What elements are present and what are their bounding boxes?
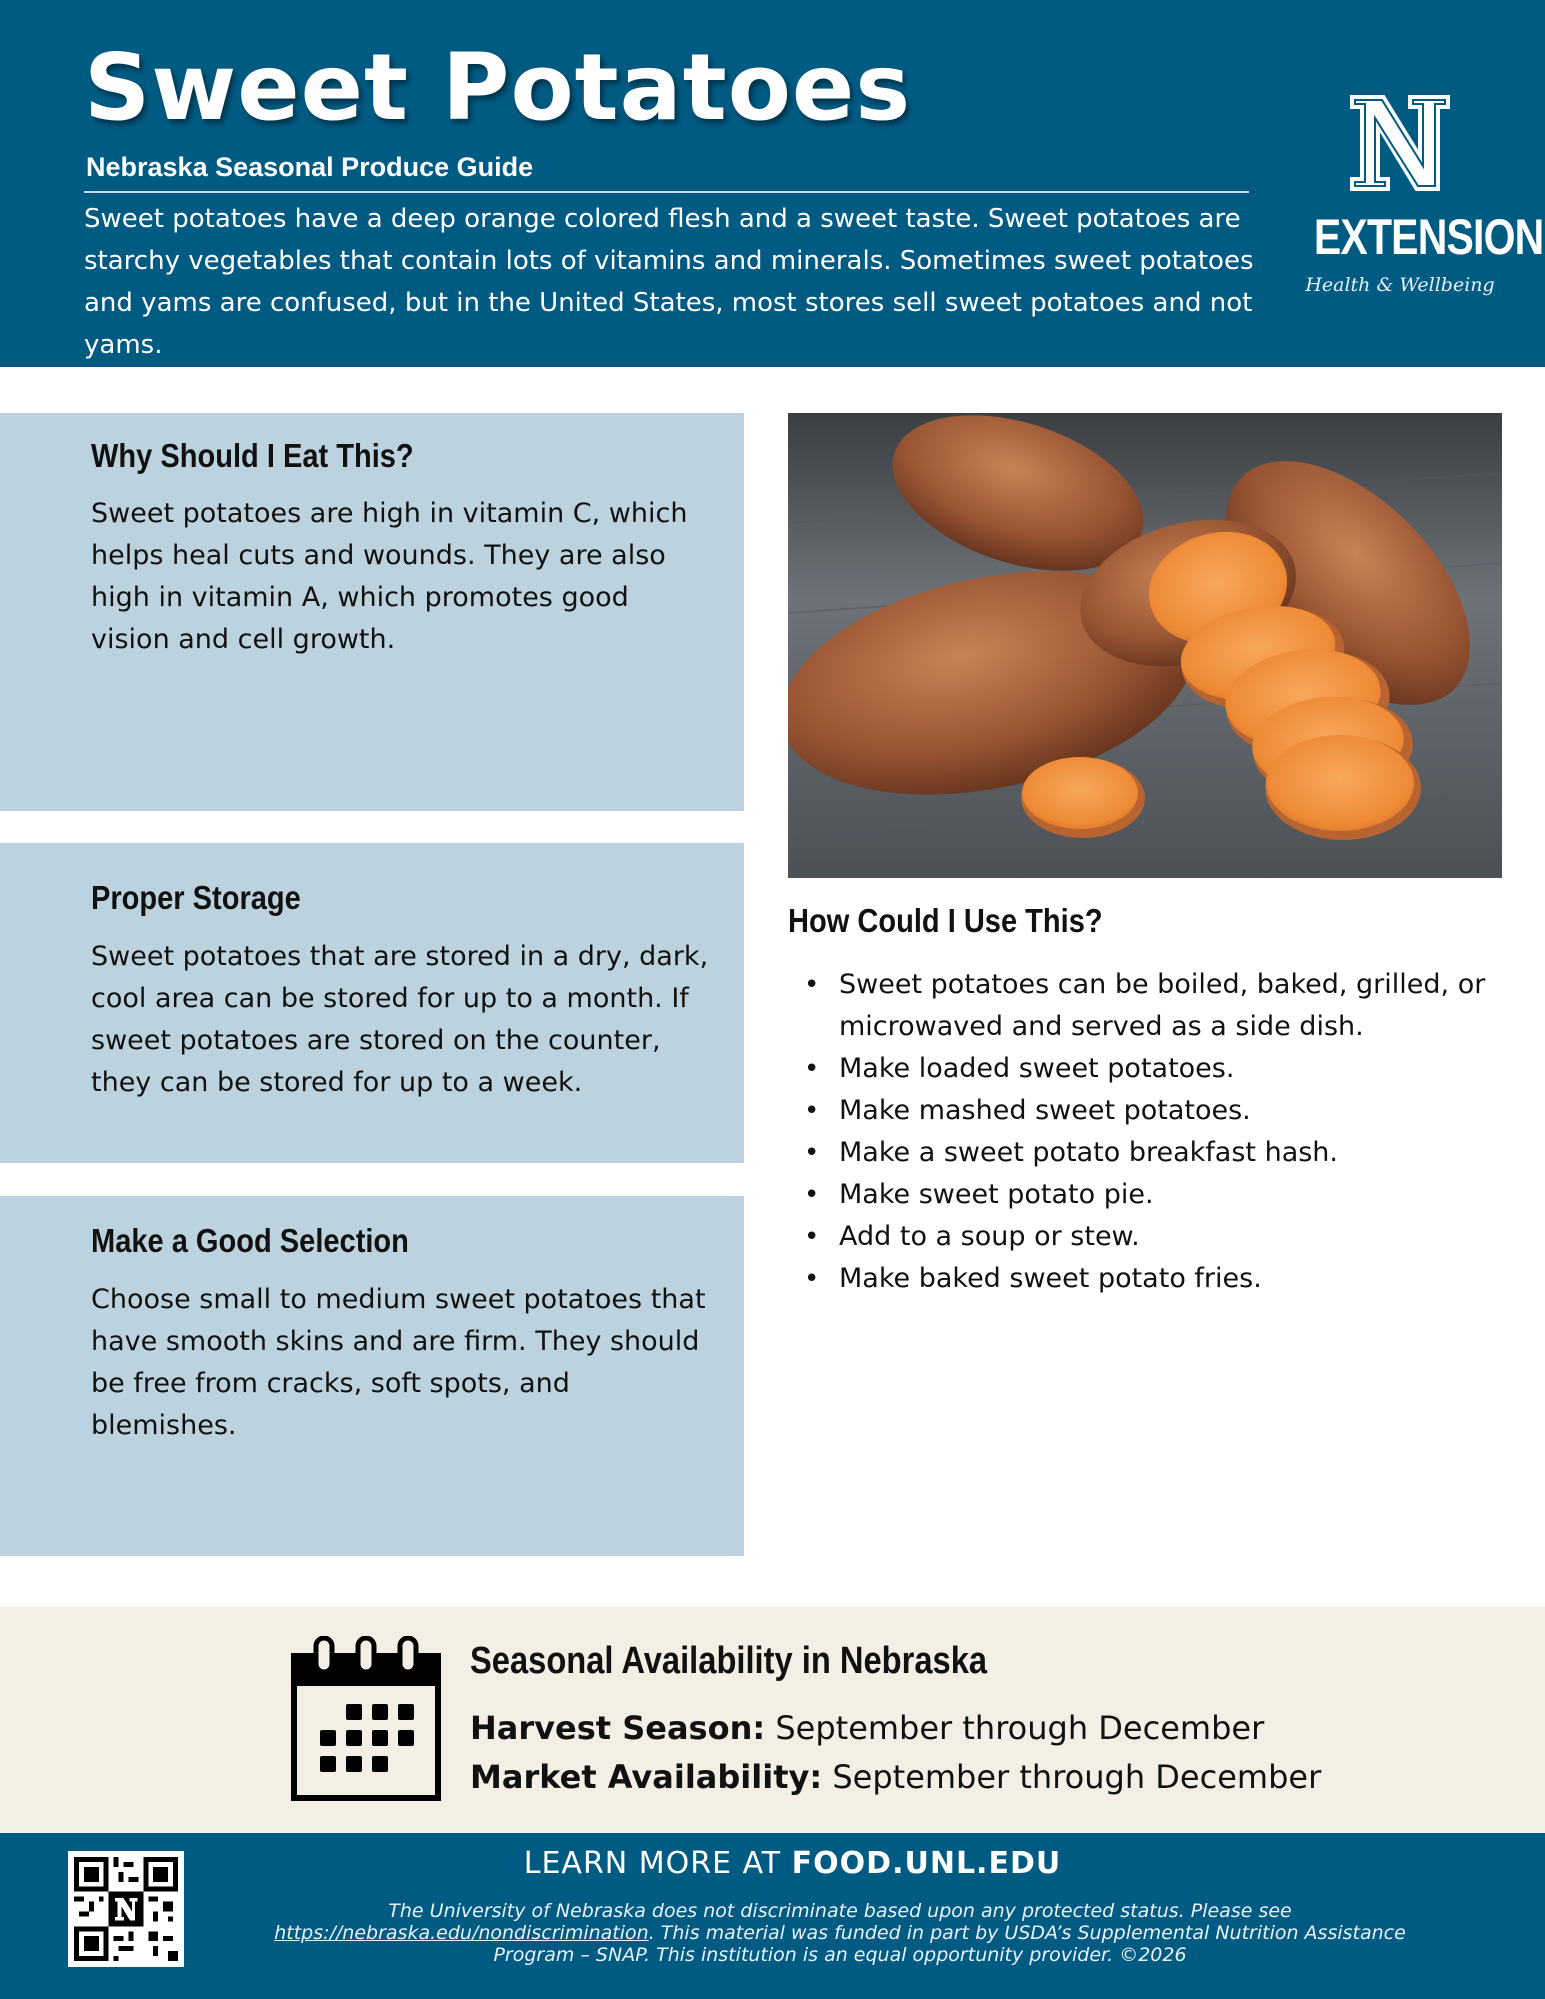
disclaimer-part-1: The University of Nebraska does not discriminate based upon any protected status. Please see [388, 1900, 1292, 1922]
learn-prefix: LEARN MORE AT [523, 1846, 792, 1881]
why-eat-text: Sweet potatoes are high in vitamin C, which helps heal cuts and wounds. They are also high in vitamin A, which promotes good vision and cell growth. [91, 498, 688, 655]
nebraska-n-logo [1345, 88, 1455, 198]
logo-extension-text: EXTENSION [1313, 209, 1544, 265]
season-heading: Seasonal Availability in Nebraska [470, 1640, 988, 1682]
disclaimer-text [250, 1900, 1430, 1966]
why-eat-heading: Why Should I Eat This? [91, 437, 414, 474]
sweet-potato-illustration [788, 413, 1502, 878]
header-banner [0, 0, 1545, 367]
list-item: • Make a sweet potato breakfast hash. [788, 1132, 1508, 1174]
uses-list [788, 964, 1508, 1300]
market-availability [470, 1758, 1321, 1796]
selection-box [0, 1196, 744, 1556]
nondiscrimination-link[interactable]: https://nebraska.edu/nondiscrimination [274, 1922, 649, 1944]
page-title: Sweet Potatoes [84, 34, 912, 141]
market-label: Market Availability: [470, 1758, 823, 1796]
harvest-value: September through December [765, 1709, 1265, 1747]
sweet-potato-photo [788, 413, 1502, 878]
market-value: September through December [822, 1758, 1322, 1796]
disclaimer-part-2: . This material was funded in part by USDA’s Supplemental Nutrition Assistance Program – SNAP. This institution is an equal opportunity provider. ©2026 [493, 1922, 1406, 1966]
harvest-season [470, 1709, 1264, 1747]
storage-text: Sweet potatoes that are stored in a dry, dark, cool area can be stored for up to a month. If sweet potatoes are stored on the counter, they can be stored for up to a week. [91, 941, 709, 1098]
page-subtitle: Nebraska Seasonal Produce Guide [86, 152, 534, 182]
list-item: • Make baked sweet potato fries. [788, 1258, 1508, 1300]
harvest-label: Harvest Season: [470, 1709, 766, 1747]
list-item: • Make loaded sweet potatoes. [788, 1048, 1508, 1090]
storage-box [0, 843, 744, 1163]
learn-site: FOOD.UNL.EDU [791, 1846, 1062, 1881]
list-item: • Make sweet potato pie. [788, 1174, 1508, 1216]
list-item: • Sweet potatoes can be boiled, baked, grilled, or microwaved and served as a side dish. [788, 964, 1508, 1048]
learn-more-link[interactable] [0, 1846, 1545, 1881]
list-item: • Add to a soup or stew. [788, 1216, 1508, 1258]
selection-text: Choose small to medium sweet potatoes that have smooth skins and are firm. They should be free from cracks, soft spots, and blemishes. [91, 1284, 706, 1441]
uses-heading: How Could I Use This? [788, 902, 1103, 939]
why-eat-box [0, 413, 744, 811]
intro-text: Sweet potatoes have a deep orange colored flesh and a sweet taste. Sweet potatoes are starchy vegetables that contain lots of vitamins and minerals. Sometimes sweet potatoes and yams are confused, but in the United States, most stores sell sweet potatoes and not yams. [84, 204, 1254, 360]
storage-heading: Proper Storage [91, 879, 301, 916]
list-item: • Make mashed sweet potatoes. [788, 1090, 1508, 1132]
header-divider [84, 191, 1249, 193]
extension-logo[interactable] [1295, 88, 1544, 308]
calendar-icon [290, 1636, 442, 1802]
logo-subtext: Health & Wellbeing [1305, 274, 1495, 296]
selection-heading: Make a Good Selection [91, 1222, 409, 1259]
